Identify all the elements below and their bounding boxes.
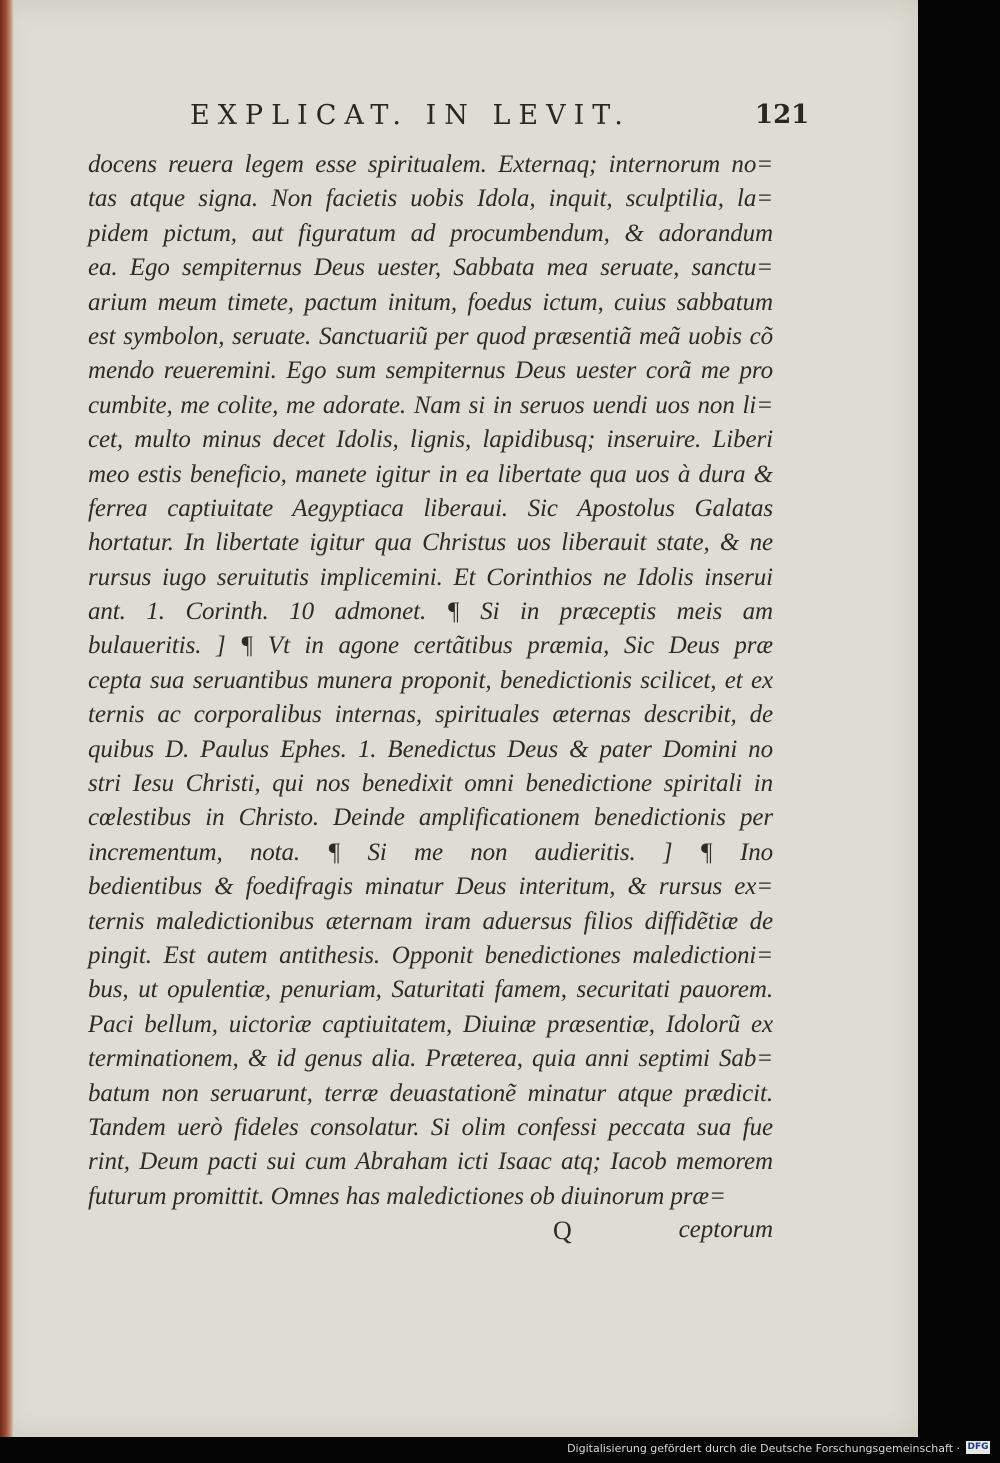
- signature-mark: Q: [553, 1216, 572, 1245]
- catchword: ceptorum: [678, 1216, 773, 1243]
- text-line: bus, ut opulentiæ, penuriam, Saturitati famem, securitati pauorem.: [88, 976, 773, 1004]
- text-line: terminationem, & id genus alia. Præterea, quia anni septimi Sab=: [88, 1045, 773, 1073]
- page-foot: [88, 1216, 773, 1254]
- text-line: futurum promittit. Omnes has maledictiones ob diuinorum præ=: [88, 1182, 726, 1210]
- book-spine-edge: [0, 0, 14, 1437]
- text-line: cumbite, me colite, me adorate. Nam si in seruos uendi uos non li=: [88, 391, 773, 419]
- text-line: stri Iesu Christi, qui nos benedixit omni benedictione spiritali in: [88, 770, 773, 798]
- page-header: [0, 100, 918, 140]
- text-line: est symbolon, seruate. Sanctuariũ per quod præsentiã meã uobis cõ: [88, 322, 773, 350]
- running-title: EXPLICAT. IN LEVIT.: [190, 100, 631, 131]
- digitization-footer: [0, 1437, 1000, 1463]
- text-line: Tandem uerò fideles consolatur. Si olim confessi peccata sua fue: [88, 1113, 773, 1141]
- text-line: mendo reueremini. Ego sum sempiternus Deus uester corã me pro: [88, 357, 773, 385]
- text-line: ternis ac corporalibus internas, spirituales æternas describit, de: [88, 701, 773, 729]
- text-line: cœlestibus in Christo. Deinde amplificationem benedictionis per: [88, 804, 773, 832]
- page-number: 121: [755, 100, 810, 130]
- text-line: bedientibus & foedifragis minatur Deus interitum, & rursus ex=: [88, 873, 773, 901]
- text-line: cepta sua seruantibus munera proponit, benedictionis scilicet, et ex: [88, 666, 773, 694]
- text-line: docens reuera legem esse spiritualem. Externaq; internorum no=: [88, 151, 773, 178]
- funding-credit: Digitalisierung gefördert durch die Deutsche Forschungsgemeinschaft ·: [567, 1442, 960, 1455]
- text-line: Paci bellum, uictoriæ captiuitatem, Diuinæ præsentiæ, Idolorũ ex: [88, 1010, 773, 1038]
- text-line: arium meum timete, pactum initum, foedus ictum, cuius sabbatum: [88, 288, 773, 316]
- text-line: cet, multo minus decet Idolis, lignis, lapidibusq; inseruire. Liberi: [88, 426, 773, 454]
- text-line: pidem pictum, aut figuratum ad procumbendum, & adorandum: [88, 219, 773, 247]
- text-line: rint, Deum pacti sui cum Abraham icti Isaac atq; Iacob memorem: [88, 1148, 773, 1176]
- text-line: tas atque signa. Non facietis uobis Idola, inquit, sculptilia, la=: [88, 185, 773, 213]
- text-line: quibus D. Paulus Ephes. 1. Benedictus Deus & pater Domini no: [88, 735, 773, 763]
- body-text: [88, 148, 773, 1214]
- dfg-logo: DFG: [967, 1442, 989, 1452]
- text-line: ternis maledictionibus æternam iram aduersus filios diffidẽtiæ de: [88, 907, 773, 935]
- text-line: pingit. Est autem antithesis. Opponit benedictiones maledictioni=: [88, 941, 773, 969]
- text-line: batum non seruarunt, terræ deuastationẽ minatur atque prædicit.: [88, 1079, 773, 1107]
- text-line: ferrea captiuitate Aegyptiaca liberaui. Sic Apostolus Galatas: [88, 494, 773, 522]
- text-line: meo estis beneficio, manete igitur in ea libertate qua uos à dura &: [88, 460, 773, 488]
- text-line: ea. Ego sempiternus Deus uester, Sabbata mea seruate, sanctu=: [88, 254, 773, 282]
- text-line: ant. 1. Corinth. 10 admonet. ¶ Si in præceptis meis am: [88, 598, 773, 626]
- text-line: incrementum, nota. ¶ Si me non audieritis. ] ¶ Ino: [88, 838, 773, 866]
- text-line: rursus iugo seruitutis implicemini. Et Corinthios ne Idolis inserui: [88, 563, 773, 591]
- text-line: hortatur. In libertate igitur qua Christus uos liberauit state, & ne: [88, 529, 773, 557]
- text-line: bulaueritis. ] ¶ Vt in agone certãtibus præmia, Sic Deus præ: [88, 632, 773, 660]
